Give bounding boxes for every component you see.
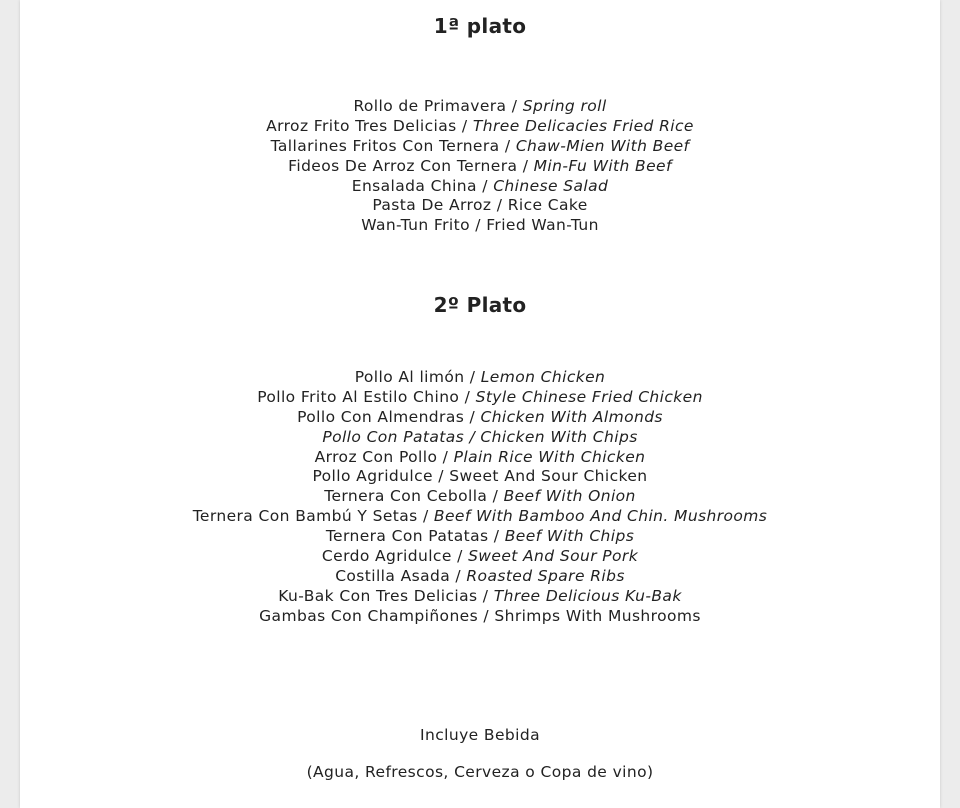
menu-item-en: Rice Cake <box>507 196 588 215</box>
menu-item-en: Roasted Spare Ribs <box>466 566 625 585</box>
menu-page <box>20 0 940 808</box>
menu-item-es: Fideos De Arroz Con Ternera <box>288 156 518 175</box>
second-course-title: 2º Plato <box>433 293 527 317</box>
menu-item-es: Arroz Con Pollo <box>314 447 438 466</box>
menu-item-separator: / <box>451 547 469 566</box>
menu-item <box>20 408 940 428</box>
menu-item-separator: / <box>459 387 476 406</box>
menu-item-separator: / <box>477 586 494 605</box>
first-course-list <box>20 97 940 236</box>
menu-item-separator: / <box>478 606 495 625</box>
menu-item-en: Beef With Chips <box>504 527 635 546</box>
menu-item-en: Beef With Bamboo And Chin. Mushrooms <box>433 507 768 526</box>
menu-item-separator: / <box>499 136 516 155</box>
menu-item-separator: / <box>464 368 481 386</box>
menu-item-es: Rollo de Primavera <box>353 97 507 115</box>
menu-item-en: Chinese Salad <box>493 176 609 195</box>
menu-item-separator: / <box>437 447 454 466</box>
menu-item-en: Plain Rice With Chicken <box>453 447 646 466</box>
menu-item-separator: / <box>432 467 450 486</box>
first-course-title: 1ª plato <box>433 14 527 38</box>
menu-item-es: Pollo Con Almendras <box>297 407 465 426</box>
menu-item <box>20 487 940 507</box>
second-course-list <box>20 368 940 627</box>
menu-item-es: Pasta De Arroz <box>372 196 492 215</box>
menu-item-en: Spring roll <box>522 97 607 115</box>
menu-item-en: Style Chinese Fried Chicken <box>475 387 703 406</box>
menu-item-es: Pollo Con Patatas <box>322 427 465 446</box>
menu-item-en: Lemon Chicken <box>480 368 606 386</box>
menu-item-separator: / <box>469 216 487 235</box>
menu-item-es: Gambas Con Champiñones <box>259 606 479 625</box>
menu-item-es: Pollo Frito Al Estilo Chino <box>257 387 460 406</box>
menu-item <box>20 177 940 197</box>
menu-item-separator: / <box>464 427 481 446</box>
menu-item-en: Three Delicious Ku-Bak <box>493 586 682 605</box>
menu-item <box>20 117 940 137</box>
menu-item <box>20 368 940 388</box>
menu-item-en: Chicken With Chips <box>480 427 638 446</box>
menu-item <box>20 388 940 408</box>
menu-item-separator: / <box>491 196 508 215</box>
menu-item-separator: / <box>506 97 523 115</box>
menu-item <box>20 137 940 157</box>
menu-item-es: Ternera Con Bambú Y Setas <box>192 507 418 526</box>
menu-item-es: Ternera Con Cebolla <box>324 487 488 506</box>
menu-item <box>20 527 940 547</box>
menu-item <box>20 216 940 236</box>
menu-item-en: Sweet And Sour Chicken <box>449 467 648 486</box>
menu-item-en: Chaw-Mien With Beef <box>515 136 690 155</box>
menu-item-es: Tallarines Fritos Con Ternera <box>270 136 500 155</box>
menu-item-separator: / <box>450 566 467 585</box>
menu-item-separator: / <box>464 407 481 426</box>
menu-item <box>20 428 940 448</box>
menu-item-en: Chicken With Almonds <box>480 407 663 426</box>
drinks-title: Incluye Bebida <box>420 726 540 744</box>
menu-item-es: Pollo Al limón <box>354 368 465 386</box>
menu-item-es: Costilla Asada <box>335 566 451 585</box>
menu-item-separator: / <box>488 527 505 546</box>
drinks-detail: (Agua, Refrescos, Cerveza o Copa de vino) <box>306 763 654 781</box>
menu-item-separator: / <box>456 116 473 135</box>
menu-item <box>20 587 940 607</box>
menu-item-es: Wan-Tun Frito <box>361 216 470 235</box>
menu-item <box>20 196 940 216</box>
menu-item-en: Three Delicacies Fried Rice <box>472 116 694 135</box>
menu-item-en: Shrimps With Mushrooms <box>494 606 701 625</box>
menu-item-en: Beef With Onion <box>503 487 636 506</box>
menu-item-es: Ternera Con Patatas <box>325 527 489 546</box>
menu-item-es: Arroz Frito Tres Delicias <box>266 116 457 135</box>
menu-item-es: Cerdo Agridulce <box>321 547 452 566</box>
menu-item-separator: / <box>517 156 534 175</box>
menu-item-es: Ensalada China <box>351 176 477 195</box>
menu-item <box>20 567 940 587</box>
menu-item-en: Fried Wan-Tun <box>486 216 599 235</box>
menu-item <box>20 467 940 487</box>
menu-item <box>20 507 940 527</box>
menu-item-es: Pollo Agridulce <box>312 467 433 486</box>
menu-item-separator: / <box>487 487 504 506</box>
menu-item <box>20 547 940 567</box>
menu-item <box>20 607 940 627</box>
menu-item-en: Min-Fu With Beef <box>533 156 672 175</box>
menu-item <box>20 97 940 117</box>
menu-item <box>20 448 940 468</box>
menu-item-en: Sweet And Sour Pork <box>468 547 639 566</box>
menu-item-separator: / <box>476 176 494 195</box>
menu-item-es: Ku-Bak Con Tres Delicias <box>278 586 478 605</box>
menu-item <box>20 157 940 177</box>
menu-item-separator: / <box>417 507 434 526</box>
